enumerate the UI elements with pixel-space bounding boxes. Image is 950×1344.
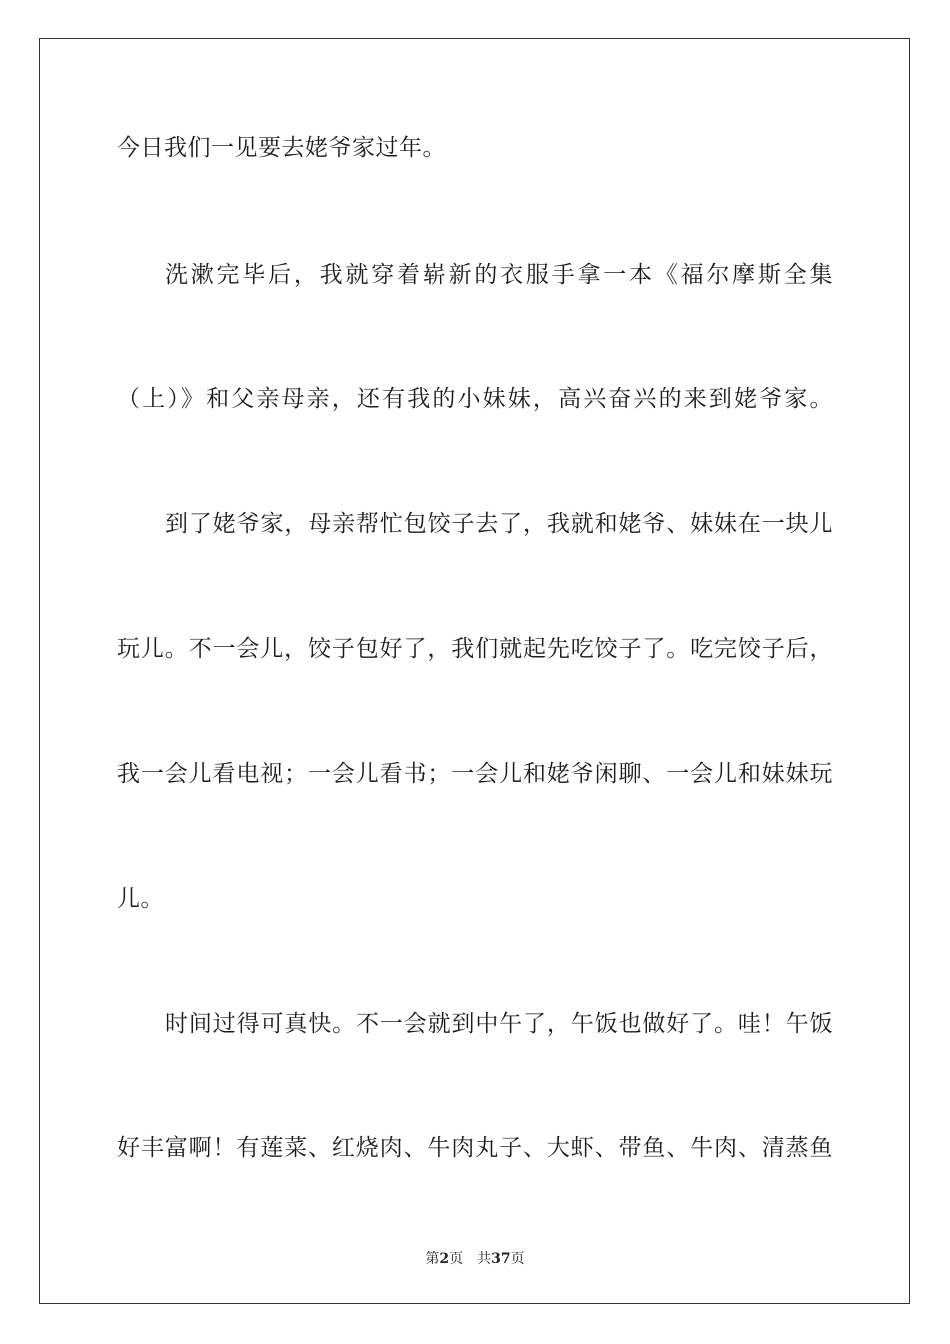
- text-line-2: 洗漱完毕后，我就穿着崭新的衣服手拿一本《福尔摩斯全集: [165, 262, 833, 288]
- text-line-5: 玩儿。不一会儿，饺子包好了，我们就起先吃饺子了。吃完饺子后，: [117, 636, 833, 662]
- total-suffix: 页: [510, 1251, 525, 1267]
- text-line-8: 时间过得可真快。不一会就到中午了，午饭也做好了。哇！午饭: [165, 1011, 833, 1037]
- total-prefix: 共: [477, 1251, 492, 1267]
- text-line-6: 我一会儿看电视；一会儿看书；一会儿和姥爷闲聊、一会儿和妹妹玩: [117, 761, 833, 787]
- page-number: 2: [439, 1251, 450, 1267]
- page-border: [39, 38, 910, 1304]
- text-line-3: （上）》和父亲母亲，还有我的小妹妹，高兴奋兴的来到姥爷家。: [117, 386, 833, 412]
- page-suffix: 页: [449, 1251, 464, 1267]
- text-line-1: 今日我们一见要去姥爷家过年。: [117, 135, 446, 161]
- page-footer: [0, 1248, 950, 1268]
- total-pages: 37: [491, 1251, 511, 1267]
- text-line-9: 好丰富啊！有莲菜、红烧肉、牛肉丸子、大虾、带鱼、牛肉、清蒸鱼: [117, 1135, 833, 1161]
- text-line-7: 儿。: [117, 886, 164, 912]
- page-prefix: 第: [425, 1251, 440, 1267]
- text-line-4: 到了姥爷家，母亲帮忙包饺子去了，我就和姥爷、妹妹在一块儿: [165, 511, 833, 537]
